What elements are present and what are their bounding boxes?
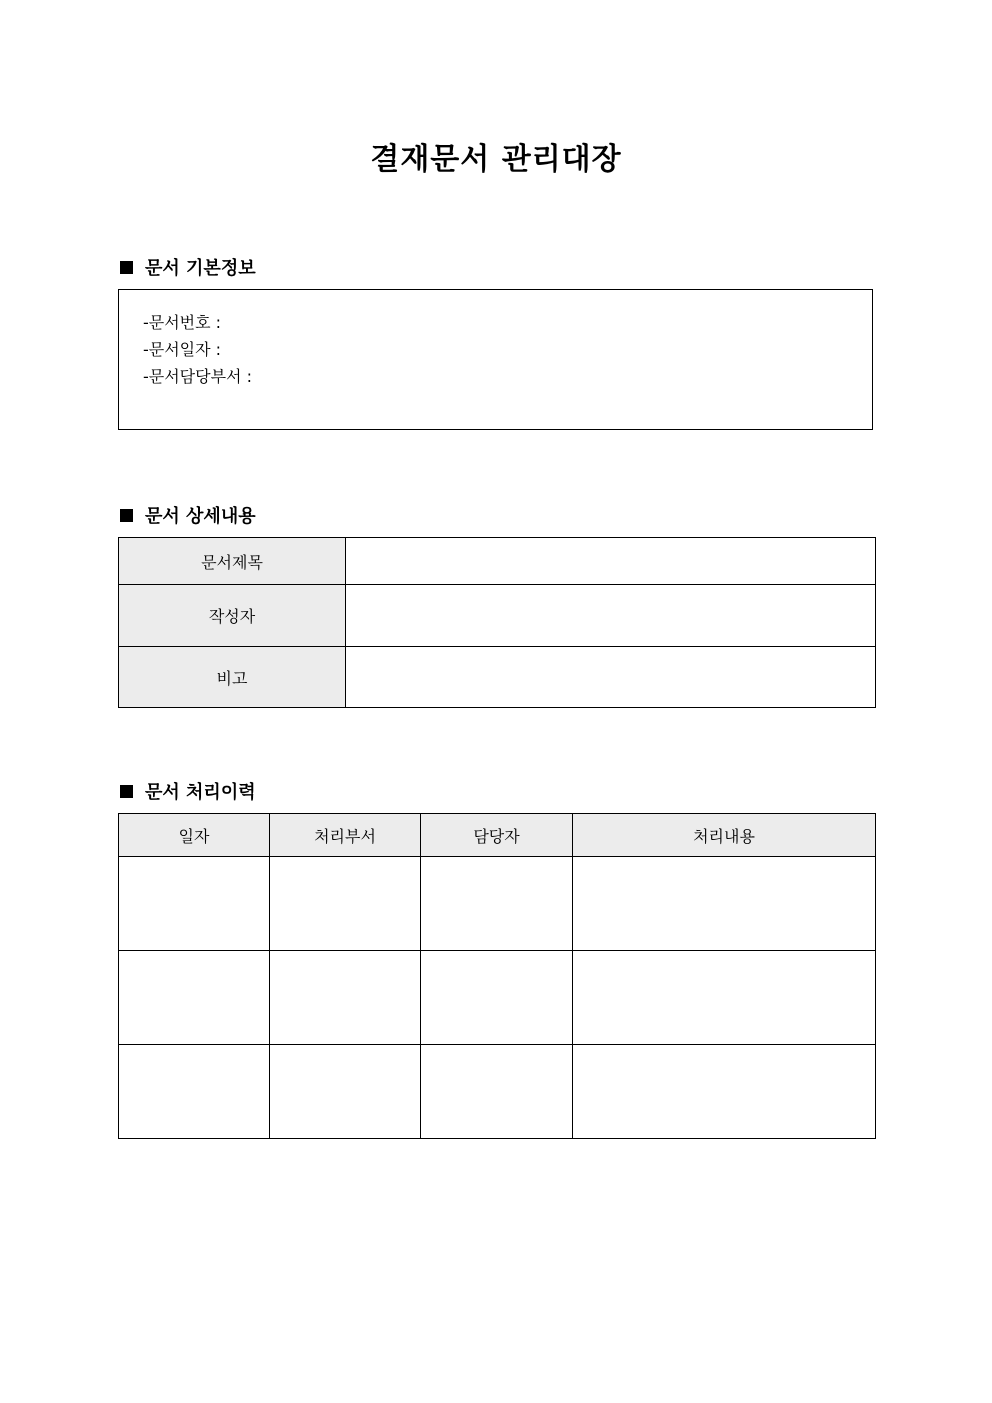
history-cell-date[interactable] <box>119 857 270 951</box>
history-cell-department[interactable] <box>270 1045 421 1139</box>
column-header-content: 처리내용 <box>573 814 876 857</box>
detail-row-author <box>119 585 876 647</box>
history-table <box>118 813 876 1139</box>
section-heading-label: 문서 처리이력 <box>145 782 256 803</box>
history-cell-content[interactable] <box>573 857 876 951</box>
column-header-department: 처리부서 <box>270 814 421 857</box>
document-department-line: -문서담당부서 : <box>143 367 252 386</box>
table-row <box>119 951 876 1045</box>
history-cell-content[interactable] <box>573 1045 876 1139</box>
table-row <box>119 1045 876 1139</box>
section-heading-basic-info <box>120 254 256 280</box>
section-heading-details <box>120 502 256 528</box>
detail-row-remarks <box>119 647 876 708</box>
history-cell-manager[interactable] <box>421 857 573 951</box>
history-cell-content[interactable] <box>573 951 876 1045</box>
history-cell-date[interactable] <box>119 951 270 1045</box>
section-heading-label: 문서 상세내용 <box>145 506 256 527</box>
detail-label-title: 문서제목 <box>119 538 346 585</box>
history-cell-department[interactable] <box>270 951 421 1045</box>
document-date-line: -문서일자 : <box>143 340 222 359</box>
detail-label-author: 작성자 <box>119 585 346 647</box>
detail-value-remarks[interactable] <box>346 647 876 708</box>
square-bullet-icon <box>120 509 133 522</box>
detail-table <box>118 537 876 708</box>
history-cell-date[interactable] <box>119 1045 270 1139</box>
table-row <box>119 857 876 951</box>
detail-label-remarks: 비고 <box>119 647 346 708</box>
column-header-manager: 담당자 <box>421 814 573 857</box>
history-cell-manager[interactable] <box>421 951 573 1045</box>
section-heading-label: 문서 기본정보 <box>145 258 256 279</box>
column-header-date: 일자 <box>119 814 270 857</box>
square-bullet-icon <box>120 785 133 798</box>
detail-value-title[interactable] <box>346 538 876 585</box>
detail-row-title <box>119 538 876 585</box>
history-header-row <box>119 814 876 857</box>
history-cell-manager[interactable] <box>421 1045 573 1139</box>
basic-info-box <box>118 289 873 430</box>
history-cell-department[interactable] <box>270 857 421 951</box>
page-title: 결재문서 관리대장 <box>370 142 622 177</box>
section-heading-history <box>120 778 256 804</box>
document-number-line: -문서번호 : <box>143 313 222 332</box>
square-bullet-icon <box>120 261 133 274</box>
detail-value-author[interactable] <box>346 585 876 647</box>
